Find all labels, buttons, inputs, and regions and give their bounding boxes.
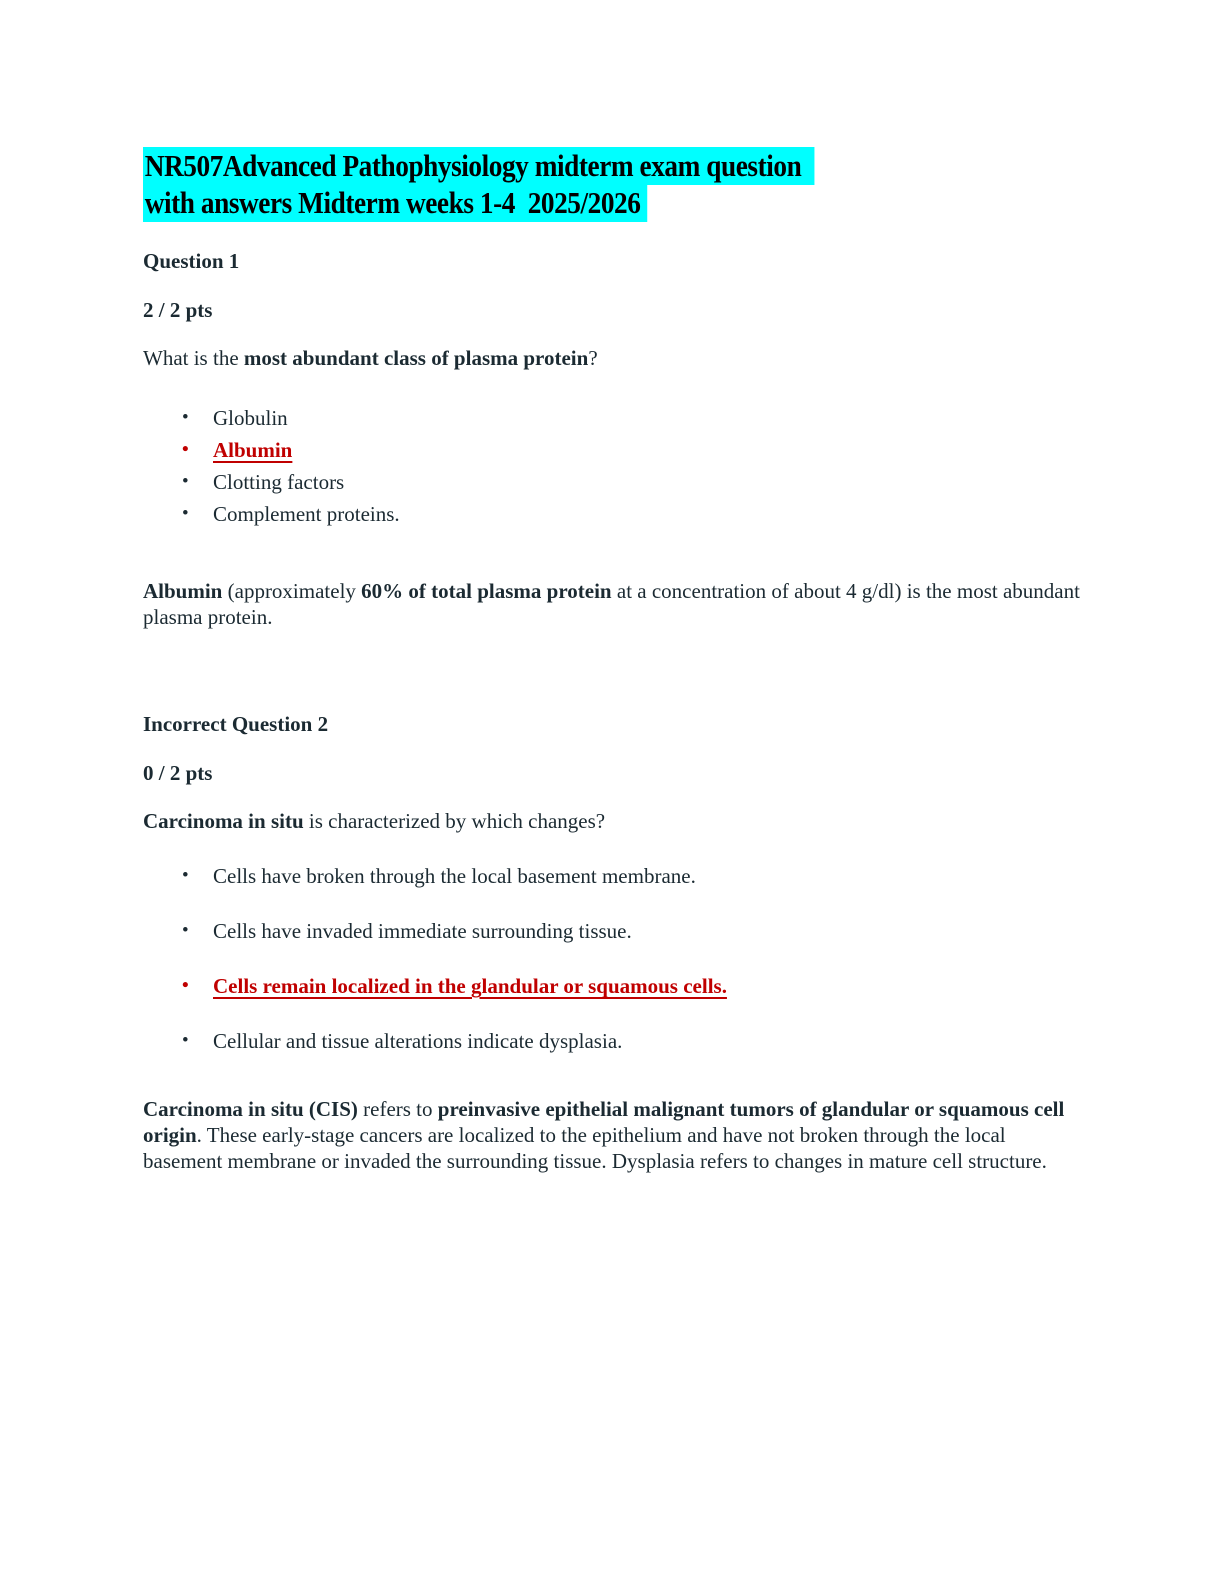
question-1-points: 2 / 2 pts bbox=[143, 298, 213, 322]
option-item bbox=[143, 498, 1080, 530]
option-item bbox=[143, 466, 1080, 498]
question-2-explanation bbox=[143, 1096, 1080, 1174]
bullet-icon: • bbox=[182, 471, 189, 492]
explanation-text: (approximately bbox=[222, 579, 362, 603]
option-item bbox=[143, 918, 1080, 944]
option-label: Cells remain localized in the glandular or squamous cells. bbox=[213, 974, 727, 998]
prompt-text: is characterized by which changes? bbox=[303, 809, 606, 833]
bullet-icon: • bbox=[182, 503, 189, 524]
bullet-icon: • bbox=[182, 407, 189, 428]
question-2-prompt bbox=[143, 808, 1080, 834]
question-1-heading: Question 1 bbox=[143, 249, 240, 273]
option-label: Albumin bbox=[213, 438, 293, 462]
question-1-section bbox=[143, 248, 1080, 630]
option-item-correct bbox=[143, 973, 1080, 999]
title-line-1: NR507Advanced Pathophysiology midterm exam question bbox=[143, 147, 815, 185]
explanation-text-bold: Carcinoma in situ (CIS) bbox=[143, 1097, 358, 1121]
explanation-text-bold: 60% of total plasma protein bbox=[361, 579, 612, 603]
explanation-text-bold: preinvasive epithelial malignant tumors of glandular or squamous cell origin bbox=[143, 1097, 1065, 1147]
bullet-icon: • bbox=[182, 439, 189, 460]
document-title bbox=[143, 147, 1080, 221]
bullet-icon: • bbox=[182, 865, 189, 886]
explanation-text-bold: Albumin bbox=[143, 579, 223, 603]
question-1-prompt bbox=[143, 345, 1080, 371]
explanation-text: . These early-stage cancers are localized to the epithelium and have not broken through the local basement membrane or invaded the surrounding tissue. Dysplasia refers to changes in mature cell structure. bbox=[143, 1123, 1047, 1173]
prompt-text-bold: Carcinoma in situ bbox=[143, 809, 304, 833]
option-label: Cells have broken through the local basement membrane. bbox=[213, 864, 696, 888]
question-1-options bbox=[143, 402, 1080, 530]
bullet-icon: • bbox=[182, 920, 189, 941]
prompt-text: What is the bbox=[143, 346, 244, 370]
option-item bbox=[143, 863, 1080, 889]
option-label: Clotting factors bbox=[213, 470, 345, 494]
question-1-explanation bbox=[143, 578, 1080, 630]
prompt-text-bold: most abundant class of plasma protein bbox=[243, 346, 589, 370]
question-2-heading: Incorrect Question 2 bbox=[143, 712, 329, 736]
title-line-2: with answers Midterm weeks 1-4 2025/2026 bbox=[143, 184, 647, 222]
bullet-icon: • bbox=[182, 1030, 189, 1051]
explanation-text: refers to bbox=[357, 1097, 438, 1121]
question-2-options bbox=[143, 863, 1080, 1054]
option-label: Globulin bbox=[213, 406, 288, 430]
option-label: Cellular and tissue alterations indicate dysplasia. bbox=[213, 1029, 623, 1053]
prompt-text: ? bbox=[588, 346, 598, 370]
option-item bbox=[143, 402, 1080, 434]
option-label: Complement proteins. bbox=[213, 502, 400, 526]
question-2-section bbox=[143, 711, 1080, 1174]
title-line-1-wrap bbox=[143, 147, 1080, 184]
option-item-correct bbox=[143, 434, 1080, 466]
question-2-points: 0 / 2 pts bbox=[143, 761, 213, 785]
option-label: Cells have invaded immediate surrounding tissue. bbox=[213, 919, 632, 943]
option-item bbox=[143, 1028, 1080, 1054]
explanation-text: at a concentration of about 4 g/dl) is the most abundant plasma protein. bbox=[143, 579, 1080, 629]
bullet-icon: • bbox=[182, 975, 189, 996]
title-line-2-wrap bbox=[143, 184, 1080, 221]
